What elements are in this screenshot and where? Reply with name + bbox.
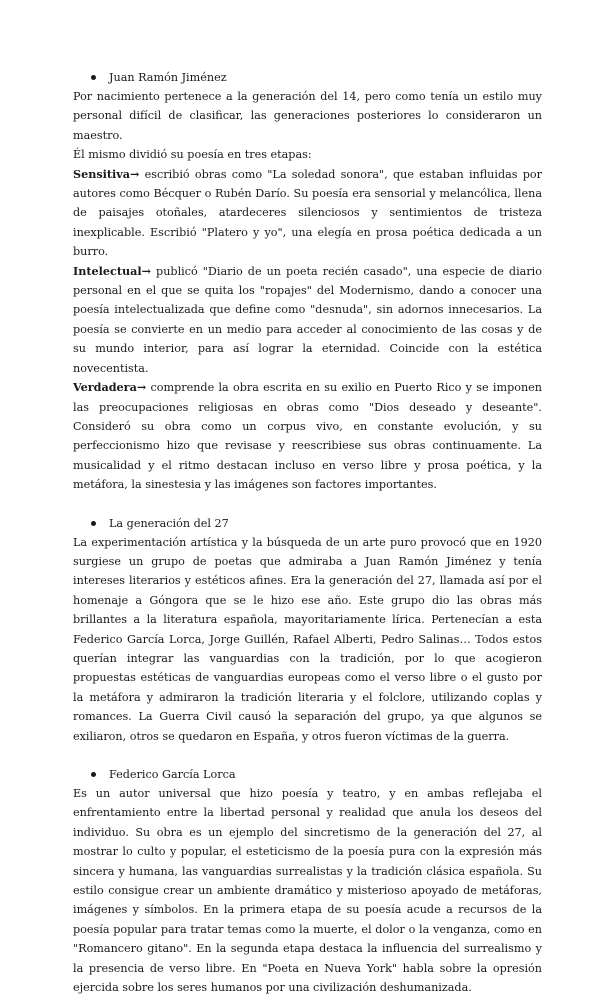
section-heading-jrj xyxy=(91,68,542,87)
bullet-icon xyxy=(91,772,96,777)
spacer xyxy=(73,746,542,765)
section-heading-lorca xyxy=(91,765,542,784)
section-heading-gen27 xyxy=(91,514,542,533)
arrow-icon: → xyxy=(141,263,152,278)
stage-sensitiva xyxy=(73,165,542,262)
paragraph-lorca: Es un autor universal que hizo poesía y teatro, y en ambas reflejaba el enfrentamiento entre la libertad personal y realidad que anula los deseos del individuo. Su obra es un ejemplo del sincretismo de la generación del 27, al mostrar lo culto y popular, el esteticismo de la poesía pura con la expresión más sincera y humana, las vanguardias surrealistas y la tradición clásica española. Su estilo consigue crear un ambiente dramático y misterioso apoyado de metáforas, imágenes y símbolos. En la primera etapa de su poesía acude a recursos de la poesía popular para tratar temas como la muerte, el dolor o la venganza, como en "Romancero gitano". En la segunda etapa destaca la influencia del surrealismo y la presencia de verso libre. En "Poeta en Nueva York" habla sobre la opresión ejercida sobre los seres humanos por una civilización deshumanizada. xyxy=(73,787,542,995)
paragraph-intro-2: Él mismo dividió su poesía en tres etapas: xyxy=(73,148,312,162)
stage-label: Verdadera xyxy=(73,380,137,395)
stage-label: Sensitiva xyxy=(73,166,131,181)
heading-text: Federico García Lorca xyxy=(109,768,236,781)
stage-intelectual xyxy=(73,262,542,378)
paragraph-gen27: La experimentación artística y la búsqueda de un arte puro provocó que en 1920 surgiese un grupo de poetas que admiraba a Juan Ramón Jiménez y tenía intereses literarios y estéticos afines. Era la generación del 27, llamada así por el homenaje a Góngora que se le hizo ese año. Este grupo dio las obras más brillantes a la literatura española, mayoritariamente lírica. Pertenecían a esta Federico García Lorca, Jorge Guillén, Rafael Alberti, Pedro Salinas… Todos estos querían integrar las vanguardias con la tradición, por lo que acogieron propuestas estéticas de vanguardias europeas como el verso libre o el gusto por la metáfora y admiraron la tradición literaria y el folclore, utilizando coplas y romances. La Guerra Civil causó la separación del grupo, ya que algunos se exiliaron, otros se quedaron en España, y otros fueron víctimas de la guerra. xyxy=(73,535,542,743)
spacer xyxy=(73,495,542,514)
stage-text: escribió obras como "La soledad sonora", que estaban influidas por autores como Bécquer o Rubén Darío. Su poesía era sensorial y melancólica, llena de paisajes otoñales, atardeceres silenciosos y sentimientos de tristeza inexplicable. Escribió "Platero y yo", una elegía en prosa poética dedicada a un burro. xyxy=(73,167,542,259)
paragraph-intro: Por nacimiento pertenece a la generación del 14, pero como tenía un estilo muy personal difícil de clasificar, las generaciones posteriores lo consideraron un maestro. xyxy=(73,90,542,142)
stage-label: Intelectual xyxy=(73,263,142,278)
heading-text: Juan Ramón Jiménez xyxy=(109,71,227,84)
arrow-icon: → xyxy=(130,166,140,181)
bullet-icon xyxy=(91,75,96,80)
stage-text: publicó "Diario de un poeta recién casado", una especie de diario personal en el que se quita los "ropajes" del Modernismo, dando a conocer una poesía intelectualizada que define como "desnuda", sin adornos innecesarios. La poesía se convierte en un medio para acceder al conocimiento de las cosas y de su mundo interior, para así lograr la eternidad. Coincide con la estética novecentista. xyxy=(73,264,542,375)
heading-text: La generación del 27 xyxy=(109,516,229,530)
arrow-icon: → xyxy=(136,380,147,395)
stage-verdadera xyxy=(73,378,542,494)
bullet-icon xyxy=(91,521,96,526)
stage-text: comprende la obra escrita en su exilio en Puerto Rico y se imponen las preocupaciones religiosas en obras como "Dios deseado y deseante". Consideró su obra como un corpus vivo, en constante evolución, y su perfeccionismo hizo que revisase y reescribiese sus obras continuamente. La musicalidad y el ritmo destacan incluso en verso libre y prosa poética, y la metáfora, la sinestesia y las imágenes son factores importantes. xyxy=(73,381,542,492)
